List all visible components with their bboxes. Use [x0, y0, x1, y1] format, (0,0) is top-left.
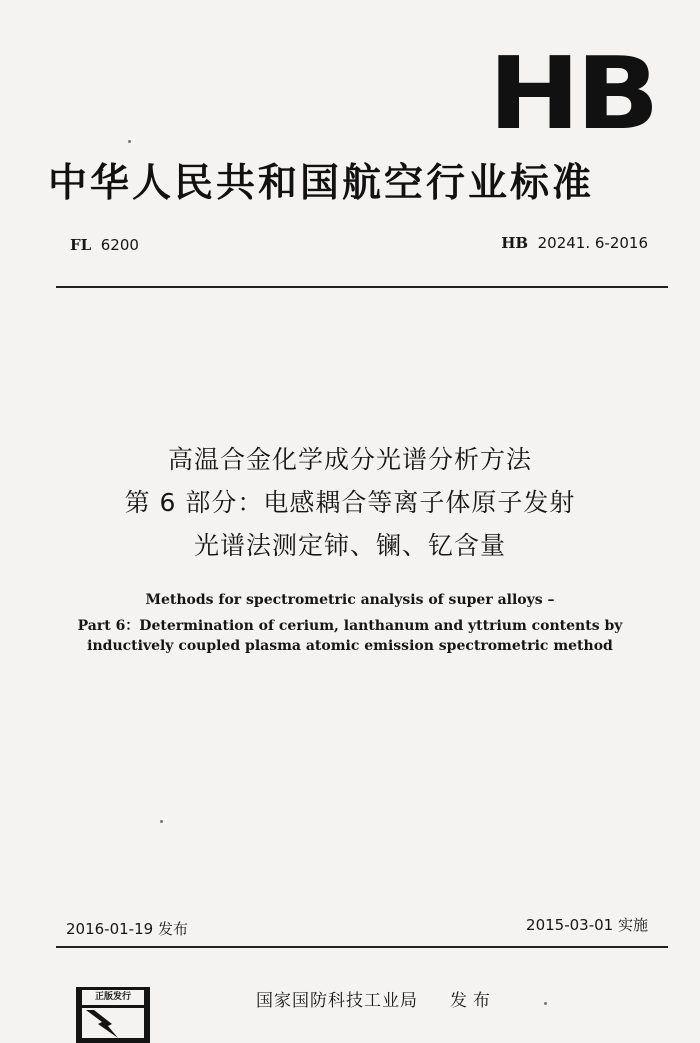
title-en-line-3: inductively coupled plasma atomic emission spectrometric method	[87, 638, 613, 654]
title-zh-line-3: 光谱法测定铈、镧、钇含量	[193, 531, 506, 560]
authentic-copy-stamp	[76, 987, 150, 1043]
org-title: 中华人民共和国航空行业标准	[48, 161, 595, 206]
publisher-name: 国家国防科技工业局	[256, 991, 418, 1011]
issue-date: 2016-01-19 发布	[66, 920, 188, 938]
standard-code: 20241. 6-2016	[537, 234, 648, 252]
stamp-lightning-icon	[82, 1008, 144, 1040]
title-zh-line-2: 第 6 部分：电感耦合等离子体原子发射	[124, 488, 576, 517]
standard-prefix: HB	[501, 234, 529, 252]
classification-number: 6200	[100, 236, 139, 254]
footer-divider	[56, 946, 668, 948]
title-en-line-2: Part 6：Determination of cerium, lanthanum and yttrium contents by	[77, 618, 623, 634]
scan-speck	[128, 140, 131, 143]
stamp-label: 正版发行	[82, 990, 144, 1005]
classification-code	[70, 236, 139, 254]
header-divider	[56, 286, 668, 288]
hb-logo: HB	[488, 35, 656, 152]
scan-speck	[160, 820, 163, 823]
classification-prefix: FL	[70, 236, 92, 254]
publish-label: 发布	[450, 991, 496, 1011]
title-zh-line-1: 高温合金化学成分光谱分析方法	[167, 445, 532, 474]
scan-speck	[544, 1002, 547, 1005]
standard-number	[501, 234, 648, 252]
title-en-line-1: Methods for spectrometric analysis of super alloys –	[145, 592, 555, 608]
implementation-date: 2015-03-01 实施	[526, 916, 648, 934]
